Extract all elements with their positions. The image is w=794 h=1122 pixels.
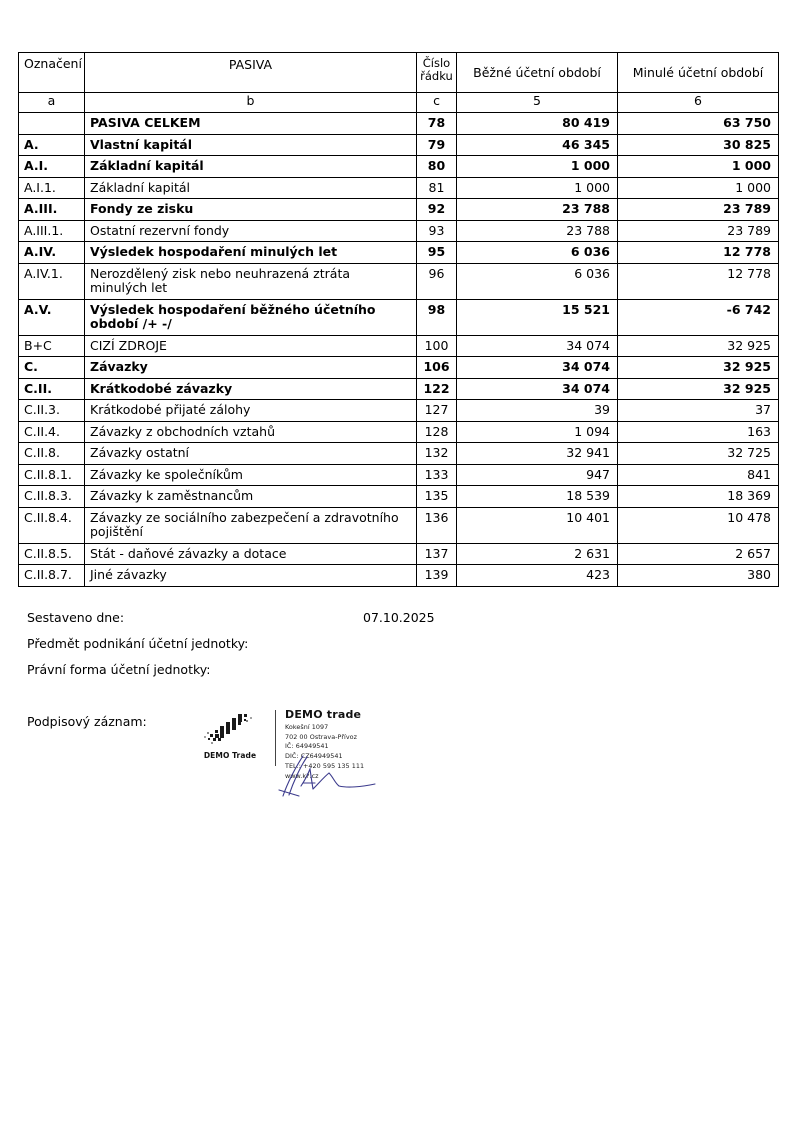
- row-number: 100: [417, 335, 457, 357]
- row-number: 128: [417, 421, 457, 443]
- row-previous-value: 23 789: [618, 220, 779, 242]
- compiled-date-label: Sestaveno dne:: [27, 610, 125, 625]
- business-subject-line: [27, 636, 767, 662]
- row-mark: A.I.1.: [19, 177, 85, 199]
- row-current-value: 10 401: [457, 507, 618, 543]
- row-current-value: 39: [457, 400, 618, 422]
- row-current-value: 6 036: [457, 263, 618, 299]
- legal-form-line: [27, 662, 767, 688]
- table-row: [19, 113, 779, 135]
- header-row-number: Číslo řádku: [417, 53, 457, 93]
- row-description: Jiné závazky: [85, 565, 417, 587]
- business-subject-label: Předmět podnikání účetní jednotky:: [27, 636, 249, 651]
- table-row: [19, 378, 779, 400]
- row-mark: C.II.3.: [19, 400, 85, 422]
- compiled-date-value: 07.10.2025: [363, 610, 435, 625]
- row-mark: A.I.: [19, 156, 85, 178]
- table-row: [19, 299, 779, 335]
- stamp-divider: [275, 710, 276, 766]
- row-mark: A.III.1.: [19, 220, 85, 242]
- row-number: 135: [417, 486, 457, 508]
- row-mark: C.II.8.3.: [19, 486, 85, 508]
- liabilities-table: [18, 52, 779, 587]
- compiled-date-line: [27, 610, 767, 636]
- row-mark: C.II.8.5.: [19, 543, 85, 565]
- row-description: Základní kapitál: [85, 177, 417, 199]
- row-previous-value: -6 742: [618, 299, 779, 335]
- table-row: [19, 507, 779, 543]
- row-current-value: 34 074: [457, 357, 618, 379]
- signature-record-label: Podpisový záznam:: [27, 714, 147, 729]
- row-description: Výsledek hospodaření běžného účetního období /+ -/: [85, 299, 417, 335]
- table-row: [19, 335, 779, 357]
- row-mark: A.IV.1.: [19, 263, 85, 299]
- table-row: [19, 421, 779, 443]
- row-previous-value: 32 725: [618, 443, 779, 465]
- table-body: [19, 113, 779, 587]
- row-description: PASIVA CELKEM: [85, 113, 417, 135]
- row-current-value: 423: [457, 565, 618, 587]
- row-description: Závazky ze sociálního zabezpečení a zdravotního pojištění: [85, 507, 417, 543]
- row-previous-value: 12 778: [618, 242, 779, 264]
- row-description: Nerozdělený zisk nebo neuhrazená ztráta minulých let: [85, 263, 417, 299]
- logo-dot-matrix-icon: [200, 712, 260, 750]
- row-description: Závazky: [85, 357, 417, 379]
- table-row: [19, 242, 779, 264]
- row-number: 79: [417, 134, 457, 156]
- table-row: [19, 220, 779, 242]
- table-row: [19, 357, 779, 379]
- row-mark: A.V.: [19, 299, 85, 335]
- row-current-value: 1 000: [457, 156, 618, 178]
- document-footer: [27, 610, 767, 780]
- row-current-value: 23 788: [457, 220, 618, 242]
- row-mark: A.: [19, 134, 85, 156]
- row-number: 81: [417, 177, 457, 199]
- logo-wordmark: DEMO Trade: [203, 751, 257, 760]
- row-mark: C.II.4.: [19, 421, 85, 443]
- row-number: 137: [417, 543, 457, 565]
- stamp-city: 702 00 Ostrava-Přívoz: [285, 732, 358, 741]
- stamp-ico: IČ: 64949541: [285, 742, 329, 751]
- subheader-row-number: c: [417, 93, 457, 113]
- row-description: Stát - daňové závazky a dotace: [85, 543, 417, 565]
- company-logo: [191, 712, 269, 770]
- row-number: 133: [417, 464, 457, 486]
- row-description: CIZÍ ZDROJE: [85, 335, 417, 357]
- row-description: Závazky ke společníkům: [85, 464, 417, 486]
- row-mark: C.II.8.7.: [19, 565, 85, 587]
- row-number: 139: [417, 565, 457, 587]
- row-previous-value: 380: [618, 565, 779, 587]
- table-row: [19, 486, 779, 508]
- handwritten-signature: [277, 750, 397, 798]
- table-row: [19, 177, 779, 199]
- legal-form-label: Právní forma účetní jednotky:: [27, 662, 211, 677]
- row-previous-value: 12 778: [618, 263, 779, 299]
- row-current-value: 32 941: [457, 443, 618, 465]
- row-previous-value: 841: [618, 464, 779, 486]
- row-current-value: 23 788: [457, 199, 618, 221]
- row-number: 96: [417, 263, 457, 299]
- row-number: 78: [417, 113, 457, 135]
- row-mark: C.II.: [19, 378, 85, 400]
- row-mark: [19, 113, 85, 135]
- table-row: [19, 156, 779, 178]
- row-number: 92: [417, 199, 457, 221]
- row-mark: C.II.8.1.: [19, 464, 85, 486]
- stamp-tel: TEL.: +420 595 135 111: [285, 761, 365, 770]
- row-description: Závazky z obchodních vztahů: [85, 421, 417, 443]
- row-description: Závazky k zaměstnancům: [85, 486, 417, 508]
- table-header-row-letters: [19, 93, 779, 113]
- header-current-period: Běžné účetní období: [457, 53, 618, 93]
- row-current-value: 34 074: [457, 378, 618, 400]
- row-number: 95: [417, 242, 457, 264]
- row-current-value: 1 000: [457, 177, 618, 199]
- row-number: 93: [417, 220, 457, 242]
- row-current-value: 1 094: [457, 421, 618, 443]
- row-number: 136: [417, 507, 457, 543]
- row-current-value: 6 036: [457, 242, 618, 264]
- row-previous-value: 32 925: [618, 378, 779, 400]
- subheader-current-period: 5: [457, 93, 618, 113]
- row-mark: B+C: [19, 335, 85, 357]
- table-row: [19, 543, 779, 565]
- table-row: [19, 464, 779, 486]
- row-description: Výsledek hospodaření minulých let: [85, 242, 417, 264]
- row-number: 80: [417, 156, 457, 178]
- header-previous-period: Minulé účetní období: [618, 53, 779, 93]
- row-description: Fondy ze zisku: [85, 199, 417, 221]
- table-row: [19, 443, 779, 465]
- row-previous-value: 10 478: [618, 507, 779, 543]
- row-previous-value: 163: [618, 421, 779, 443]
- row-description: Ostatní rezervní fondy: [85, 220, 417, 242]
- row-description: Vlastní kapitál: [85, 134, 417, 156]
- subheader-mark: a: [19, 93, 85, 113]
- row-current-value: 46 345: [457, 134, 618, 156]
- row-number: 127: [417, 400, 457, 422]
- header-description: PASIVA: [85, 53, 417, 93]
- row-previous-value: 2 657: [618, 543, 779, 565]
- row-number: 98: [417, 299, 457, 335]
- row-description: Krátkodobé přijaté zálohy: [85, 400, 417, 422]
- company-stamp: [191, 708, 531, 800]
- row-current-value: 15 521: [457, 299, 618, 335]
- row-description: Závazky ostatní: [85, 443, 417, 465]
- header-mark: Označení: [19, 53, 85, 93]
- row-mark: C.: [19, 357, 85, 379]
- table-row: [19, 263, 779, 299]
- row-previous-value: 32 925: [618, 357, 779, 379]
- subheader-previous-period: 6: [618, 93, 779, 113]
- stamp-street: Kokešní 1097: [285, 723, 329, 731]
- row-previous-value: 1 000: [618, 156, 779, 178]
- row-current-value: 34 074: [457, 335, 618, 357]
- row-number: 132: [417, 443, 457, 465]
- table-row: [19, 400, 779, 422]
- row-description: Krátkodobé závazky: [85, 378, 417, 400]
- row-previous-value: 63 750: [618, 113, 779, 135]
- stamp-dic: DIČ: CZ64949541: [285, 752, 343, 761]
- row-mark: C.II.8.4.: [19, 507, 85, 543]
- row-number: 106: [417, 357, 457, 379]
- row-current-value: 2 631: [457, 543, 618, 565]
- row-mark: C.II.8.: [19, 443, 85, 465]
- row-previous-value: 30 825: [618, 134, 779, 156]
- table-row: [19, 199, 779, 221]
- row-current-value: 80 419: [457, 113, 618, 135]
- row-previous-value: 37: [618, 400, 779, 422]
- row-mark: A.IV.: [19, 242, 85, 264]
- row-number: 122: [417, 378, 457, 400]
- row-current-value: 18 539: [457, 486, 618, 508]
- row-mark: A.III.: [19, 199, 85, 221]
- balance-sheet-table-container: [18, 52, 778, 587]
- row-previous-value: 1 000: [618, 177, 779, 199]
- row-previous-value: 32 925: [618, 335, 779, 357]
- row-description: Základní kapitál: [85, 156, 417, 178]
- row-previous-value: 23 789: [618, 199, 779, 221]
- row-current-value: 947: [457, 464, 618, 486]
- table-row: [19, 565, 779, 587]
- stamp-web: www.k?.cz: [285, 771, 319, 780]
- row-previous-value: 18 369: [618, 486, 779, 508]
- table-header-row-titles: [19, 53, 779, 93]
- stamp-company-name: DEMO trade: [285, 708, 362, 721]
- table-header: [19, 53, 779, 113]
- table-row: [19, 134, 779, 156]
- subheader-description: b: [85, 93, 417, 113]
